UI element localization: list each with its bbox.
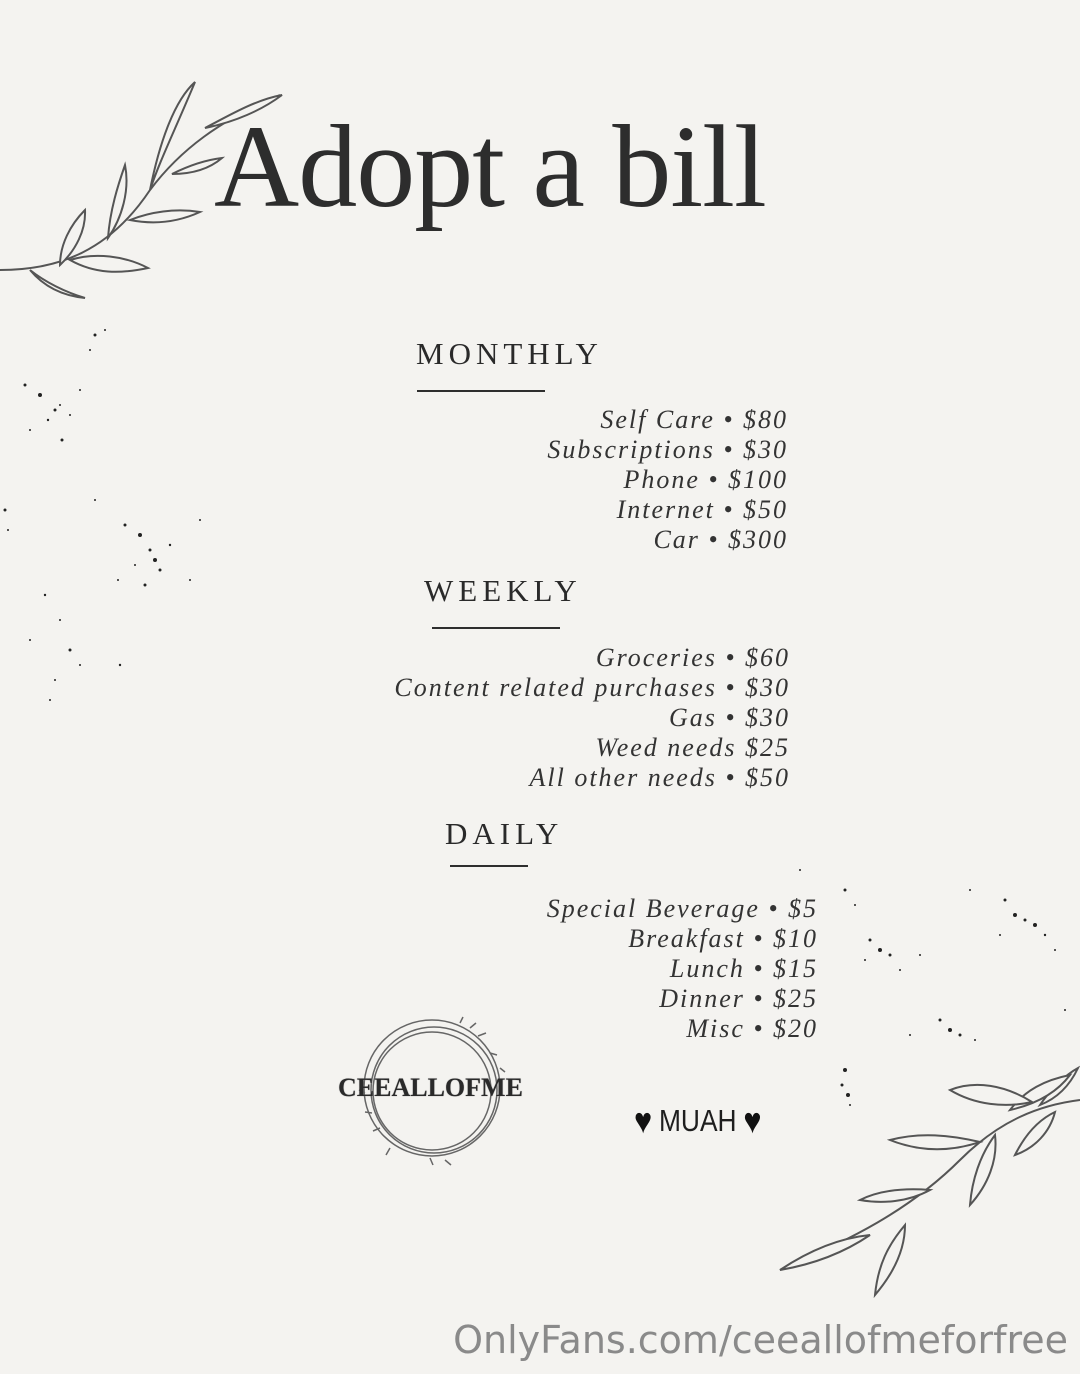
weekly-bill-list	[394, 643, 790, 793]
list-item: Phone • $100	[623, 465, 788, 494]
list-item: Lunch • $15	[669, 954, 818, 983]
list-item: Special Beverage • $5	[546, 894, 818, 923]
list-item: All other needs • $50	[529, 763, 790, 792]
monthly-bill-list	[547, 405, 788, 555]
section-heading-monthly: MONTHLY	[416, 336, 603, 371]
list-item: Dinner • $25	[659, 984, 818, 1013]
list-item: Weed needs $25	[595, 733, 790, 762]
list-item: Self Care • $80	[600, 405, 788, 434]
list-item: Gas • $30	[669, 703, 790, 732]
section-divider-weekly	[432, 627, 560, 629]
list-item: Content related purchases • $30	[394, 673, 790, 702]
list-item: Subscriptions • $30	[547, 435, 788, 464]
sign-off-text: MUAH	[658, 1103, 737, 1138]
list-item: Internet • $50	[616, 495, 788, 524]
list-item: Groceries • $60	[595, 643, 790, 672]
list-item: Misc • $20	[686, 1014, 818, 1043]
ink-speckles-left	[0, 320, 220, 720]
list-item: Breakfast • $10	[628, 924, 818, 953]
black-heart-icon: ♥	[743, 1100, 762, 1141]
black-heart-icon: ♥	[634, 1100, 653, 1141]
brand-badge-text: CEEALLOFME	[338, 1073, 523, 1102]
section-heading-weekly: WEEKLY	[424, 573, 582, 608]
sign-off	[634, 1100, 762, 1141]
watermark-url: OnlyFans.com/ceeallofmeforfree	[453, 1318, 1068, 1362]
page-title: Adopt a bill	[214, 101, 766, 232]
section-heading-daily: DAILY	[445, 816, 564, 851]
list-item: Car • $300	[653, 525, 788, 554]
daily-bill-list	[547, 894, 818, 1044]
section-divider-monthly	[417, 390, 545, 392]
section-divider-daily	[450, 865, 528, 867]
